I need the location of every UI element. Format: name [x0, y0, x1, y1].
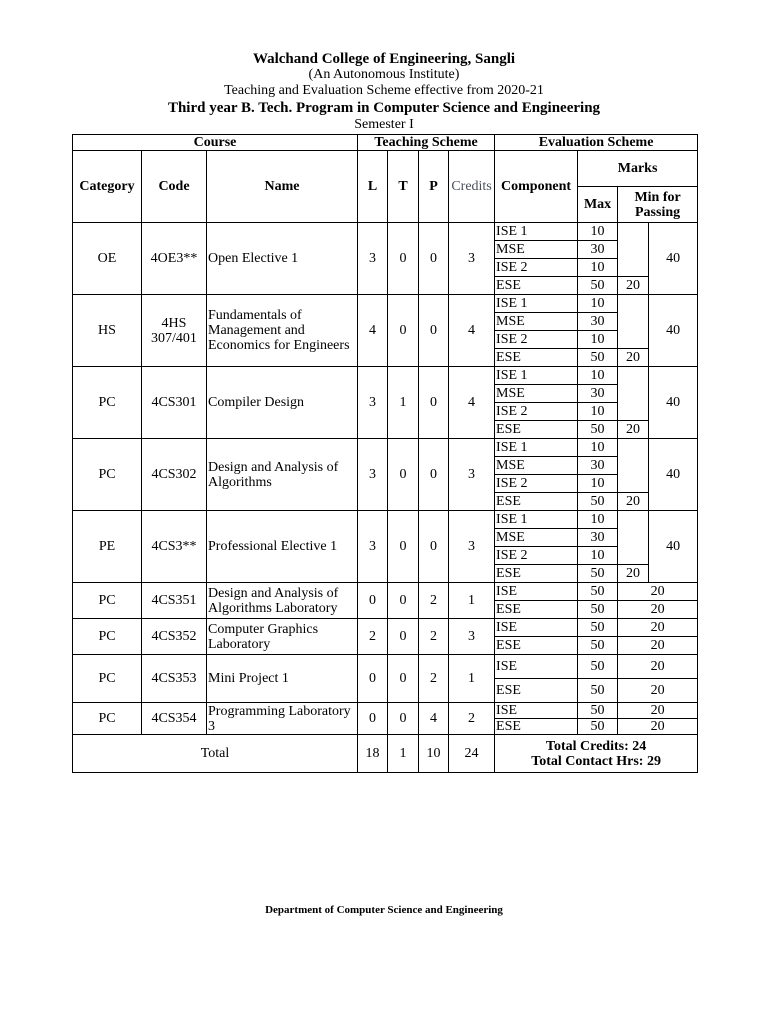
overall-min-passing: 40 — [649, 511, 698, 583]
l-header: L — [358, 151, 388, 223]
component-min: 20 — [618, 493, 649, 511]
component-max: 50 — [578, 719, 618, 735]
component-name: ESE — [495, 421, 578, 439]
course-category: PC — [73, 367, 142, 439]
component-max: 30 — [578, 385, 618, 403]
course-code: 4CS351 — [142, 583, 207, 619]
component-max: 10 — [578, 511, 618, 529]
overall-min-passing: 40 — [649, 223, 698, 295]
table-row — [73, 655, 698, 679]
component-min: 20 — [618, 679, 698, 703]
practical-hours: 0 — [419, 511, 449, 583]
lecture-hours: 3 — [358, 223, 388, 295]
component-min: 20 — [618, 719, 698, 735]
component-min: 20 — [618, 601, 698, 619]
tutorial-hours: 0 — [388, 655, 419, 703]
component-min — [618, 223, 649, 241]
component-name: ISE — [495, 703, 578, 719]
component-name: ESE — [495, 679, 578, 703]
component-max: 10 — [578, 259, 618, 277]
component-max: 50 — [578, 703, 618, 719]
lecture-hours: 0 — [358, 703, 388, 735]
total-credits-value: 24 — [449, 735, 495, 773]
tutorial-hours: 1 — [388, 367, 419, 439]
component-header: Component — [495, 151, 578, 223]
course-code: 4CS302 — [142, 439, 207, 511]
table-row — [73, 295, 698, 313]
course-code: 4CS352 — [142, 619, 207, 655]
total-p: 10 — [419, 735, 449, 773]
lecture-hours: 3 — [358, 511, 388, 583]
course-name: Mini Project 1 — [207, 655, 358, 703]
component-name: ISE — [495, 655, 578, 679]
name-header: Name — [207, 151, 358, 223]
course-category: PE — [73, 511, 142, 583]
component-min — [618, 547, 649, 565]
max-header: Max — [578, 187, 618, 223]
table-row — [73, 511, 698, 529]
component-min — [618, 439, 649, 457]
department-footer: Department of Computer Science and Engineering — [265, 904, 503, 916]
component-max: 10 — [578, 403, 618, 421]
component-max: 10 — [578, 295, 618, 313]
component-min — [618, 367, 649, 385]
course-group-header: Course — [73, 135, 358, 151]
tutorial-hours: 0 — [388, 703, 419, 735]
total-credits-text: Total Credits: 24 — [545, 738, 647, 754]
teaching-group-header: Teaching Scheme — [358, 135, 495, 151]
total-contact-text: Total Contact Hrs: 29 — [531, 753, 661, 769]
component-min: 20 — [618, 421, 649, 439]
lecture-hours: 2 — [358, 619, 388, 655]
component-name: MSE — [495, 313, 578, 331]
practical-hours: 0 — [419, 439, 449, 511]
evaluation-group-header: Evaluation Scheme — [495, 135, 698, 151]
category-header: Category — [73, 151, 142, 223]
component-max: 50 — [578, 421, 618, 439]
lecture-hours: 3 — [358, 439, 388, 511]
component-max: 30 — [578, 241, 618, 259]
course-credits: 1 — [449, 655, 495, 703]
component-min: 20 — [618, 349, 649, 367]
practical-hours: 0 — [419, 295, 449, 367]
component-min: 20 — [618, 277, 649, 295]
component-name: ESE — [495, 493, 578, 511]
component-max: 50 — [578, 637, 618, 655]
practical-hours: 2 — [419, 655, 449, 703]
overall-min-passing: 40 — [649, 295, 698, 367]
practical-hours: 0 — [419, 367, 449, 439]
course-name: Programming Laboratory 3 — [207, 703, 358, 735]
course-name: Design and Analysis of Algorithms — [207, 439, 358, 511]
course-credits: 4 — [449, 367, 495, 439]
component-name: ESE — [495, 277, 578, 295]
component-name: ESE — [495, 719, 578, 735]
component-min: 20 — [618, 619, 698, 637]
course-code: 4HS 307/401 — [142, 295, 207, 367]
tutorial-hours: 0 — [388, 439, 419, 511]
component-name: ISE 1 — [495, 511, 578, 529]
course-name: Open Elective 1 — [207, 223, 358, 295]
component-max: 50 — [578, 679, 618, 703]
course-category: PC — [73, 583, 142, 619]
course-credits: 3 — [449, 511, 495, 583]
component-min — [618, 511, 649, 529]
overall-min-passing: 40 — [649, 367, 698, 439]
total-t: 1 — [388, 735, 419, 773]
tutorial-hours: 0 — [388, 583, 419, 619]
component-min — [618, 259, 649, 277]
component-min: 20 — [618, 583, 698, 601]
component-min — [618, 295, 649, 313]
component-max: 30 — [578, 313, 618, 331]
component-max: 10 — [578, 331, 618, 349]
component-max: 10 — [578, 223, 618, 241]
component-max: 30 — [578, 457, 618, 475]
course-code: 4CS301 — [142, 367, 207, 439]
component-min: 20 — [618, 637, 698, 655]
component-max: 50 — [578, 583, 618, 601]
component-max: 50 — [578, 277, 618, 295]
component-name: ISE 1 — [495, 295, 578, 313]
course-credits: 3 — [449, 619, 495, 655]
component-name: ESE — [495, 565, 578, 583]
component-name: ISE 2 — [495, 259, 578, 277]
course-code: 4CS353 — [142, 655, 207, 703]
tutorial-hours: 0 — [388, 619, 419, 655]
table-row — [73, 619, 698, 637]
component-name: MSE — [495, 241, 578, 259]
course-name: Fundamentals of Management and Economics for Engineers — [207, 295, 358, 367]
total-label: Total — [73, 735, 358, 773]
course-category: PC — [73, 619, 142, 655]
credits-header: Credits — [449, 151, 495, 223]
practical-hours: 2 — [419, 619, 449, 655]
component-min: 20 — [618, 655, 698, 679]
component-max: 50 — [578, 601, 618, 619]
component-name: ESE — [495, 637, 578, 655]
component-name: ISE 1 — [495, 439, 578, 457]
course-category: PC — [73, 655, 142, 703]
component-name: ISE — [495, 583, 578, 601]
tutorial-hours: 0 — [388, 223, 419, 295]
component-name: ESE — [495, 349, 578, 367]
component-min — [618, 457, 649, 475]
practical-hours: 0 — [419, 223, 449, 295]
practical-hours: 2 — [419, 583, 449, 619]
component-max: 50 — [578, 655, 618, 679]
course-name: Design and Analysis of Algorithms Laboratory — [207, 583, 358, 619]
course-credits: 1 — [449, 583, 495, 619]
lecture-hours: 3 — [358, 367, 388, 439]
component-max: 50 — [578, 565, 618, 583]
course-credits: 4 — [449, 295, 495, 367]
course-code: 4OE3** — [142, 223, 207, 295]
component-name: ISE 2 — [495, 403, 578, 421]
course-category: HS — [73, 295, 142, 367]
table-row — [73, 439, 698, 457]
component-min — [618, 241, 649, 259]
course-name: Professional Elective 1 — [207, 511, 358, 583]
semester-label: Semester I — [354, 117, 414, 132]
component-max: 10 — [578, 367, 618, 385]
tutorial-hours: 0 — [388, 511, 419, 583]
scheme-table — [72, 134, 698, 773]
component-name: ISE — [495, 619, 578, 637]
component-min — [618, 475, 649, 493]
component-min: 20 — [618, 565, 649, 583]
overall-min-passing: 40 — [649, 439, 698, 511]
course-code: 4CS354 — [142, 703, 207, 735]
autonomous-note: (An Autonomous Institute) — [308, 67, 460, 82]
course-category: PC — [73, 439, 142, 511]
component-min — [618, 385, 649, 403]
course-credits: 2 — [449, 703, 495, 735]
component-max: 50 — [578, 349, 618, 367]
component-name: ISE 2 — [495, 547, 578, 565]
component-name: ISE 1 — [495, 367, 578, 385]
component-max: 10 — [578, 547, 618, 565]
component-name: MSE — [495, 385, 578, 403]
component-min — [618, 403, 649, 421]
marks-header: Marks — [578, 151, 698, 187]
table-row — [73, 703, 698, 719]
component-name: ISE 2 — [495, 475, 578, 493]
component-max: 30 — [578, 529, 618, 547]
component-name: ESE — [495, 601, 578, 619]
table-row — [73, 367, 698, 385]
component-min — [618, 313, 649, 331]
component-name: ISE 2 — [495, 331, 578, 349]
component-max: 50 — [578, 619, 618, 637]
code-header: Code — [142, 151, 207, 223]
total-l: 18 — [358, 735, 388, 773]
component-max: 10 — [578, 439, 618, 457]
component-max: 50 — [578, 493, 618, 511]
table-row — [73, 223, 698, 241]
lecture-hours: 0 — [358, 655, 388, 703]
college-name: Walchand College of Engineering, Sangli — [252, 51, 516, 67]
program-title: Third year B. Tech. Program in Computer Science and Engineering — [167, 100, 601, 116]
course-credits: 3 — [449, 439, 495, 511]
course-code: 4CS3** — [142, 511, 207, 583]
component-min: 20 — [618, 703, 698, 719]
course-category: PC — [73, 703, 142, 735]
lecture-hours: 4 — [358, 295, 388, 367]
component-min — [618, 331, 649, 349]
tutorial-hours: 0 — [388, 295, 419, 367]
component-name: ISE 1 — [495, 223, 578, 241]
course-name: Compiler Design — [207, 367, 358, 439]
min-passing-header: Min for Passing — [618, 187, 698, 223]
lecture-hours: 0 — [358, 583, 388, 619]
scheme-title: Teaching and Evaluation Scheme effective from 2020-21 — [224, 83, 544, 98]
component-min — [618, 529, 649, 547]
total-summary — [495, 735, 698, 773]
component-name: MSE — [495, 529, 578, 547]
course-credits: 3 — [449, 223, 495, 295]
component-max: 10 — [578, 475, 618, 493]
component-name: MSE — [495, 457, 578, 475]
course-category: OE — [73, 223, 142, 295]
practical-hours: 4 — [419, 703, 449, 735]
table-row — [73, 583, 698, 601]
t-header: T — [388, 151, 419, 223]
p-header: P — [419, 151, 449, 223]
course-name: Computer Graphics Laboratory — [207, 619, 358, 655]
